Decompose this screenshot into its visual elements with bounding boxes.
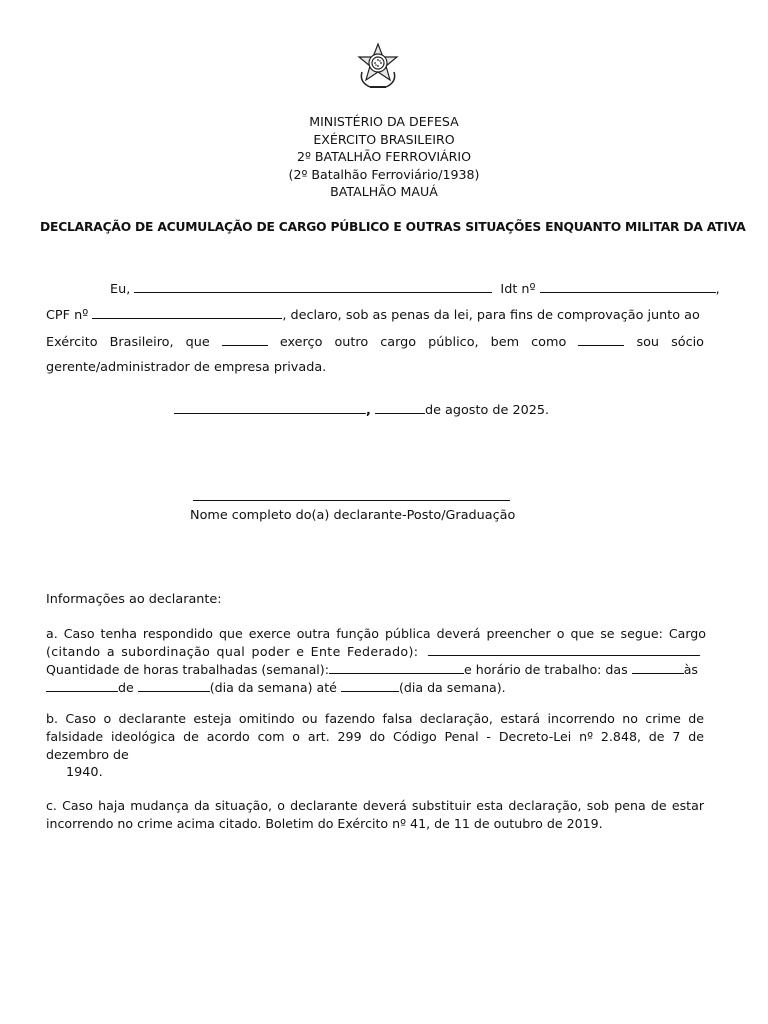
date-line: [174, 402, 549, 418]
name-blank-field[interactable]: [134, 281, 492, 293]
declaration-line-4: gerente/administrador de empresa privada.: [46, 360, 327, 375]
header-battalion: 2º BATALHÃO FERROVIÁRIO: [296, 149, 472, 165]
document-title: DECLARAÇÃO DE ACUMULAÇÃO DE CARGO PÚBLICO E OUTRAS SITUAÇÕES ENQUANTO MILITAR DA ATIVA: [40, 220, 746, 234]
hours-label: Quantidade de horas trabalhadas (semanal):: [46, 662, 329, 677]
to-label: às: [683, 662, 698, 677]
dia-semana-label: (dia da semana).: [398, 680, 506, 695]
item-a-line-4: [46, 679, 706, 697]
coat-of-arms-icon: [356, 42, 400, 90]
info-item-b: b. Caso o declarante esteja omitindo ou fazendo falsa declaração, estará incorrendo no crime de falsidade ideológica de acordo com o art. 299 do Código Penal - Decreto-Lei nº 2.848, de 7 de dezembro de: [46, 711, 704, 762]
declaration-line-3: [46, 334, 704, 350]
exerco-blank-field[interactable]: [222, 334, 268, 346]
info-item-b-year: 1940.: [66, 765, 103, 780]
day-from-blank-field[interactable]: [138, 680, 210, 692]
item-a-line-2: [46, 643, 706, 661]
idt-blank-field[interactable]: [540, 281, 716, 293]
exerco-text: exerço outro cargo público, bem como: [279, 335, 567, 350]
hours-blank-field[interactable]: [329, 662, 464, 674]
cpf-blank-field[interactable]: [92, 307, 282, 319]
from-time-blank-field[interactable]: [632, 662, 684, 674]
cargo-blank-field[interactable]: [428, 644, 700, 656]
idt-comma: ,: [715, 282, 720, 297]
header-ministry: MINISTÉRIO DA DEFESA: [309, 114, 459, 129]
exercito-text: Exército Brasileiro, que: [46, 335, 210, 350]
date-comma: ,: [366, 403, 371, 418]
header-army: EXÉRCITO BRASILEIRO: [313, 131, 455, 147]
signature-line[interactable]: [193, 500, 510, 501]
info-item-c: c. Caso haja mudança da situação, o declarante deverá substituir esta declaração, sob pena de estar incorrendo no crime acima citado. Boletim do Exército nº 41, de 11 de outubro de 2019.: [46, 798, 704, 831]
signature-label: Nome completo do(a) declarante-Posto/Graduação: [190, 508, 516, 523]
socio-text: sou sócio: [636, 335, 705, 350]
date-text: de agosto de 2025.: [424, 403, 550, 418]
eu-label: Eu,: [110, 282, 131, 297]
ate-label: (dia da semana) até: [209, 680, 337, 695]
idt-label: Idt nº: [500, 282, 536, 297]
item-a-subordination: (citando a subordinação qual poder e Ente Federado):: [46, 644, 419, 659]
schedule-label: e horário de trabalho: das: [463, 662, 628, 677]
declaro-text: , declaro, sob as penas da lei, para fins de comprovação junto ao: [282, 308, 700, 323]
institution-header: [0, 113, 768, 201]
day-to-blank-field[interactable]: [341, 680, 399, 692]
declaration-line-1: [110, 281, 720, 297]
header-battalion-year: (2º Batalhão Ferroviário/1938): [288, 166, 480, 182]
declaration-line-2: [46, 307, 700, 323]
header-battalion-name: BATALHÃO MAUÁ: [330, 184, 438, 200]
item-a-line-1: a. Caso tenha respondido que exerce outra função pública deverá preencher o que se segue: Cargo: [46, 626, 706, 641]
to-time-blank-field[interactable]: [46, 680, 118, 692]
city-blank-field[interactable]: [174, 402, 366, 414]
item-a-line-3: [46, 661, 706, 679]
info-item-a: [46, 625, 706, 697]
de-label: de: [118, 680, 134, 695]
cpf-label: CPF nº: [46, 308, 89, 323]
socio-blank-field[interactable]: [578, 334, 624, 346]
info-heading: Informações ao declarante:: [46, 592, 222, 607]
day-blank-field[interactable]: [375, 402, 425, 414]
